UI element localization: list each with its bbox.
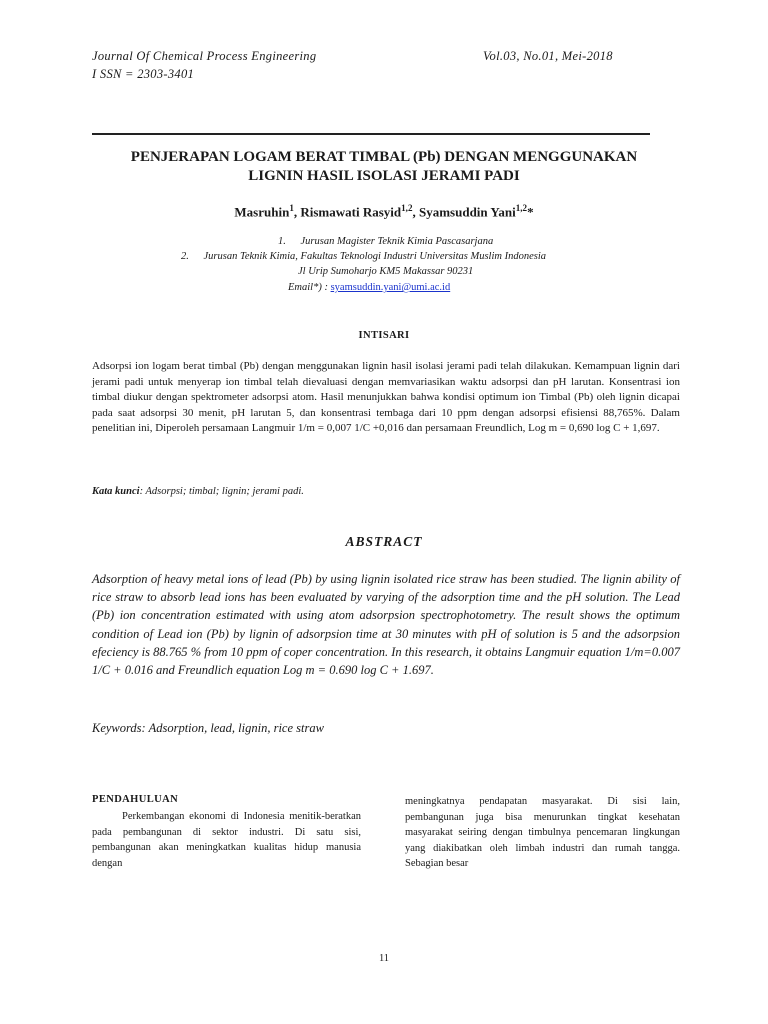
author-list bbox=[92, 203, 676, 220]
author-3: , Syamsuddin Yani bbox=[412, 204, 516, 220]
email-link[interactable]: syamsuddin.yani@umi.ac.id bbox=[330, 282, 451, 293]
affiliation-2-text: Jurusan Teknik Kimia, Fakultas Teknologi Industri Universitas Muslim Indonesia bbox=[203, 251, 547, 262]
affiliation-1 bbox=[278, 236, 493, 247]
corresponding-author-mark: * bbox=[527, 204, 534, 220]
pendahuluan-left-column: Perkembangan ekonomi di Indonesia menitik-beratkan pada pembangunan di sektor industri. Di satu sisi, pembangunan akan meningkatkan kualitas hidup manusia dengan bbox=[92, 811, 361, 869]
author-1: Masruhin bbox=[234, 204, 290, 220]
pendahuluan-right-column: meningkatnya pendapatan masyarakat. Di sisi lain, pembangunan juga bisa menurunkan tingkat kesehatan masyarakat seiring dengan timbulnya pencemaran lingkungan yang diakibatkan oleh limbah industri dan rumah tangga. Sebagian besar bbox=[405, 796, 680, 870]
author-2: , Rismawati Rasyid bbox=[293, 204, 402, 220]
email-line bbox=[288, 282, 450, 293]
journal-name: Journal Of Chemical Process Engineering bbox=[92, 49, 317, 63]
author-3-affiliation: 1,2 bbox=[515, 203, 528, 213]
intisari-keywords bbox=[92, 486, 304, 497]
affiliation-address: Jl Urip Sumoharjo KM5 Makassar 90231 bbox=[298, 266, 474, 277]
abstract-heading: ABSTRACT bbox=[345, 534, 423, 549]
email-label: Email*) : bbox=[288, 282, 331, 293]
paper-title-line-1: PENJERAPAN LOGAM BERAT TIMBAL (Pb) DENGAN MENGGUNAKAN bbox=[130, 149, 638, 165]
journal-issn: I SSN = 2303-3401 bbox=[92, 67, 195, 81]
intisari-body: Adsorpsi ion logam berat timbal (Pb) dengan menggunakan lignin hasil isolasi jerami padi telah dilakukan. Kemampuan lignin dari jerami padi untuk menyerap ion timbal telah dievaluasi dengan memvariasikan waktu adsorpsi dan pH larutan. Konsentrasi ion timbal diukur dengan spektrometer adsorpsi atom. Hasil menunjukkan bahwa kondisi optimum ion Timbal (Pb) oleh lignin dicapai pada saat adsorpsi 30 menit, pH larutan 5, dan konsentrasi tembaga dari 10 ppm dengan adsorpsi efisiensi 88,765%. Dalam penelitian ini, Diperoleh persamaan Langmuir 1/m = 0,007 1/C +0,016 dan persamaan Freundlich, Log m = 0,690 log C + 1,697. bbox=[92, 360, 680, 434]
pendahuluan-heading: PENDAHULUAN bbox=[92, 794, 179, 805]
page-number: 11 bbox=[378, 953, 390, 964]
intisari-heading: INTISARI bbox=[358, 330, 410, 341]
author-2-affiliation: 1,2 bbox=[401, 203, 413, 213]
journal-volume: Vol.03, No.01, Mei-2018 bbox=[483, 49, 613, 63]
keywords-text: : Adsorpsi; timbal; lignin; jerami padi. bbox=[139, 486, 304, 497]
affiliation-1-text: Jurusan Magister Teknik Kimia Pascasarjana bbox=[300, 236, 494, 247]
affiliation-1-number: 1. bbox=[278, 236, 286, 247]
paper-title-line-2: LIGNIN HASIL ISOLASI JERAMI PADI bbox=[248, 168, 520, 184]
author-1-affiliation: 1 bbox=[289, 203, 294, 213]
abstract-keywords: Keywords: Adsorption, lead, lignin, rice straw bbox=[92, 721, 324, 735]
affiliation-2 bbox=[181, 251, 546, 262]
abstract-body: Adsorption of heavy metal ions of lead (Pb) by using lignin isolated rice straw has been studied. The lignin ability of rice straw to absorb lead ions has been evaluated by varying of the adsorption time and the pH solution. The Lead (Pb) ion concentration estimated with using atom adsorpsion spectrophotometry. The result shows the optimum condition of Lead ion (Pb) by lignin of adsorpsion time at 30 minutes with pH of solution is 5 and the adsorpsion efeciency is 88.765 % from 10 ppm of coper concentration. In this research, it obtains Langmuir equation 1/m=0.007 1/C + 0.016 and Freundlich equation Log m = 0.690 log C + 1.697. bbox=[92, 572, 680, 678]
title-rule bbox=[92, 133, 650, 135]
affiliation-2-number: 2. bbox=[181, 251, 189, 262]
keywords-label: Kata kunci bbox=[92, 486, 140, 497]
